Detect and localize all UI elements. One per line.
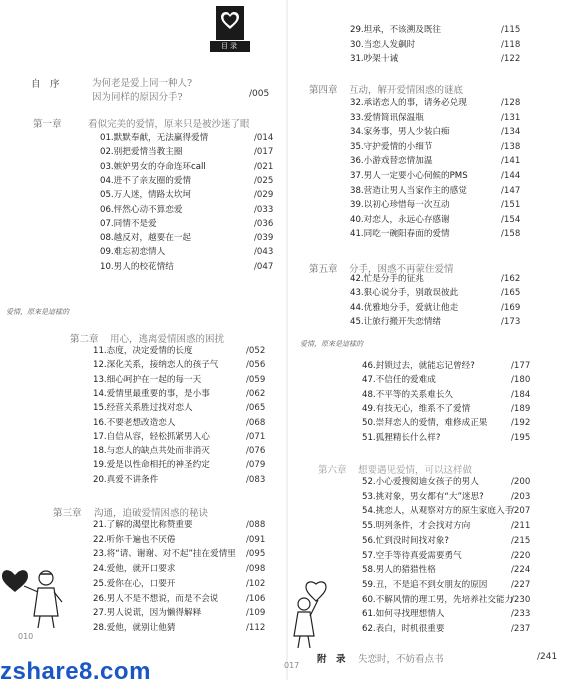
toc-entry [100,217,294,231]
toc-entry-page: /165 [501,288,521,299]
toc-entry [93,444,286,458]
toc-entry-page: /220 [511,550,531,561]
toc-entry-page: /192 [511,418,531,429]
toc-entry-page: /173 [501,316,521,327]
chapter5-number: 第五章 [309,264,338,275]
toc-entry-title: 44.优雅地分手，爱就让他走 [350,302,459,313]
toc-entry-page: /215 [511,535,531,546]
toc-entry-title: 60.不解风情的理工男，先培养社交能力 [362,594,514,605]
toc-entry-title: 20.真爱不讲条件 [93,474,159,485]
toc-entry-title: 05.万人迷，情路太坎坷 [100,190,192,201]
toc-entry [350,154,541,168]
toc-entry-title: 01.默默奉献，无法赢得爱情 [100,133,209,143]
toc-entry [362,622,551,636]
left-page [0,0,286,685]
toc-entry-title: 07.同情不是爱 [100,218,157,229]
toc-entry-title: 43.狠心说分手，别敢误彼此 [350,288,459,299]
chapter6-title: 想要遇见爱情，可以这样做 [358,465,473,476]
toc-entry-title: 22.听你千遍也不厌倦 [93,534,176,545]
toc-entry-title: 14.爱情里最重要的事，是小事 [93,388,210,399]
toc-entry-page: /071 [246,431,266,442]
toc-entry-title: 35.守护爱情的小细节 [350,141,433,152]
chapter4-number: 第四章 [309,85,338,96]
toc-entry-title: 04.进不了亲友圈的爱情 [100,175,192,186]
toc-entry-title: 15.经营关系胜过找对恋人 [93,403,193,414]
toc-entry-title: 52.小心爱搜阅迪女孩子的男人 [362,477,479,487]
chapter6-number: 第六章 [318,465,347,476]
toc-entry [362,416,551,430]
figure-with-heart-illustration [2,562,68,632]
toc-entry-page: /029 [254,190,274,201]
toc-entry-title: 21.了解的渴望比称赞重要 [93,520,193,530]
chapter4-title: 互动，解开爱情困惑的谜底 [349,85,464,96]
chapter1-title: 看似完美的爱情，原来只是被沙迷了眼 [88,119,250,130]
toc-entry-title: 51.狐狸精长什么样? [362,432,441,443]
toc-entry [100,160,294,174]
toc-entry [93,458,286,472]
toc-entry [362,359,551,373]
appendix-page: /241 [537,652,558,662]
toc-entry-page: /095 [246,549,266,560]
toc-entry-title: 03.嫉妒男女的夺命连环call [100,161,206,172]
toc-entry [100,145,294,159]
toc-entry-page: /118 [501,39,521,50]
toc-entry-title: 40.对恋人，永远心存感谢 [350,214,450,225]
toc-entry-title: 12.深化关系，接纳恋人的孩子气 [93,360,219,371]
toc-entry-page: /211 [511,521,531,532]
toc-entry-page: /131 [501,112,521,123]
toc-entry-page: /128 [501,98,521,108]
toc-entry [350,286,541,300]
section-caption-right: 爱情，原來是這樣的 [300,340,363,348]
toc-entry [100,245,294,259]
toc-entry-title: 36.小游戏替恋情加温 [350,156,433,167]
toc-entry-page: /169 [501,302,521,313]
toc-entry [100,188,294,202]
toc-entry [93,373,286,387]
toc-entry-page: /098 [246,564,266,575]
contents-emblem [216,6,244,52]
toc-entry [100,174,294,188]
preface-page: /005 [249,89,270,99]
toc-entry-page: /043 [254,247,274,258]
toc-entry-page: /227 [511,579,531,590]
toc-entry [362,431,551,445]
toc-entry-title: 59.丑，不是追不到女朋友的原因 [362,579,488,590]
toc-entry-page: /083 [246,474,266,485]
toc-entry [350,227,541,241]
toc-entry-title: 46.封锁过去，就能忘记曾经? [362,361,475,371]
toc-entry-page: /014 [254,133,274,143]
toc-entry [362,549,551,563]
appendix-label: 附 录 [317,654,346,665]
toc-entry-page: /200 [511,477,531,487]
preface-title-line-1: 为何老是爱上同一种人? [92,78,193,89]
preface-title-line-2: 因为同样的原因分手? [92,92,183,103]
toc-entry [93,416,286,430]
toc-entry-page: /052 [246,346,266,356]
toc-entry [93,592,286,606]
toc-entry-page: /091 [246,534,266,545]
toc-entry [362,563,551,577]
toc-entry-title: 19.爱是以性命相托的神圣约定 [93,460,210,471]
appendix-title: 失恋时，不妨看点书 [358,654,444,665]
toc-entry-title: 31.吵架十诫 [350,54,399,64]
toc-entry-page: /079 [246,460,266,471]
toc-entry-page: /021 [254,161,274,172]
contents-label: 目录 [210,41,250,52]
toc-entry-title: 45.让旅行搬开失恋情绪 [350,316,442,327]
toc-entry-page: /237 [511,624,531,634]
page-number-right: 017 [284,661,300,670]
toc-entry-title: 08.越反对，越要在一起 [100,233,192,244]
toc-entry-title: 62.表白，时机很重要 [362,624,445,634]
toc-entry-page: /039 [254,233,274,244]
toc-entry-title: 53.挑对象，男女都有“大”迷思? [362,491,484,502]
toc-entry-title: 17.自信从容，轻松抓紧男人心 [93,431,210,442]
toc-entry-title: 47.不信任的爱难成 [362,375,436,386]
toc-entry-page: /017 [254,147,274,158]
toc-entry-page: /076 [246,446,266,457]
toc-entry-title: 56.忙到没时间找对象? [362,535,449,546]
toc-entry [100,131,294,145]
toc-entry [93,518,286,532]
toc-entry [362,490,551,504]
toc-entry [362,475,551,489]
toc-entry-page: /134 [501,127,521,138]
toc-entry-page: /059 [246,374,266,385]
toc-entry-page: /122 [501,54,521,64]
toc-entry-title: 37.男人一定要小心伺候的PMS [350,171,468,181]
toc-entry [93,358,286,372]
toc-entry-title: 39.以初心珍惜每一次互动 [350,200,450,211]
toc-entry [93,562,286,576]
toc-entry-page: /189 [511,403,531,414]
toc-entry-page: /106 [246,593,266,604]
toc-entry-page: /025 [254,175,274,186]
page-number-left: 010 [18,632,34,641]
toc-entry [100,231,294,245]
chapter5-title: 分手，困惑不再蒙住爱情 [349,264,454,275]
toc-entry [100,260,294,274]
toc-entry-title: 11.态度，决定爱情的长度 [93,346,193,356]
toc-entry [93,430,286,444]
toc-entry [350,38,541,52]
chapter1-number: 第一章 [33,119,62,130]
toc-entry [350,111,541,125]
toc-entry-page: /112 [246,622,266,633]
toc-entry [93,606,286,620]
toc-entry [362,607,551,621]
toc-entry [350,140,541,154]
toc-entry-title: 57.空手等待真爱需要勇气 [362,550,462,561]
toc-entry-page: /036 [254,218,274,229]
chapter2-title: 用心，逃离爱情困惑的困扰 [110,334,225,345]
toc-entry [362,388,551,402]
toc-entry-page: /224 [511,565,531,576]
toc-entry-title: 29.坦承，不该溯及既往 [350,25,442,35]
toc-entry-page: /088 [246,520,266,530]
toc-entry [350,96,541,110]
toc-entry-page: /109 [246,608,266,619]
toc-entry [362,373,551,387]
toc-entry-title: 54.挑恋人，从观察对方的原生家庭入手 [362,506,514,517]
toc-entry-title: 10.男人的校花情结 [100,261,174,272]
toc-entry-page: /033 [254,204,274,215]
toc-entry [350,213,541,227]
toc-entry [362,534,551,548]
girl-with-heart-illustration [288,578,342,650]
toc-entry [350,125,541,139]
toc-entry-title: 26.男人不是不想说，而是不会说 [93,593,219,604]
toc-entry-page: /115 [501,25,521,35]
toc-entry-title: 61.如何寻找理想情人 [362,609,445,620]
toc-entry-page: /162 [501,274,521,284]
toc-entry-title: 38.营造让男人当家作主的感觉 [350,185,467,196]
toc-entry-title: 02.别把爱情当教主圈 [100,147,183,158]
section-caption: 爱情，原來是這樣的 [6,308,69,316]
toc-entry-page: /195 [511,432,531,443]
toc-entry-title: 18.与恋人的缺点共处而非消灭 [93,446,210,457]
toc-entry-title: 49.有技无心，维系不了爱情 [362,403,471,414]
toc-entry [93,473,286,487]
toc-entry-page: /184 [511,389,531,400]
toc-entry-page: /203 [511,491,531,502]
toc-entry [362,504,551,518]
toc-entry-page: /207 [511,506,531,517]
chapter3-number: 第三章 [53,508,82,519]
toc-entry [93,344,286,358]
emblem-box [216,6,244,40]
preface-label: 自 序 [31,79,60,90]
toc-entry [93,577,286,591]
toc-entry-page: /230 [511,594,531,605]
toc-entry-title: 42.忙是分手的征兆 [350,274,424,284]
toc-entry [93,387,286,401]
toc-entry-title: 55.明列条件，才会找对方向 [362,521,471,532]
toc-entry-page: /056 [246,360,266,371]
toc-entry-page: /233 [511,609,531,620]
watermark: zshare8.com [0,658,151,685]
toc-entry-title: 06.怦然心动不算恋爱 [100,204,183,215]
toc-entry-page: /065 [246,403,266,414]
toc-entry-page: /144 [501,171,521,181]
toc-entry-page: /068 [246,417,266,428]
toc-entry-title: 30.当恋人发飙时 [350,39,416,50]
toc-entry [350,23,541,37]
toc-entry-page: /102 [246,578,266,589]
toc-entry-title: 27.男人说谎，因为懒得解释 [93,608,202,619]
toc-entry-title: 13.细心呵护在一起的每一天 [93,374,202,385]
chapter3-title: 沟通，追破爱情困惑的秘诀 [94,508,209,519]
toc-entry [350,315,541,329]
toc-entry-title: 16.不要老想改造恋人 [93,417,176,428]
toc-entry [350,301,541,315]
toc-entry-page: /154 [501,214,521,225]
toc-entry-title: 33.爱情简讯保温瓶 [350,112,424,123]
toc-entry-page: /138 [501,141,521,152]
toc-entry-title: 48.不平等的关系难长久 [362,389,454,400]
toc-entry-title: 28.爱他，就别让他猜 [93,622,176,633]
toc-entry-page: /151 [501,200,521,211]
chapter2-number: 第二章 [70,334,99,345]
toc-entry [350,169,541,183]
toc-entry-page: /047 [254,261,274,272]
toc-entry [362,402,551,416]
right-page [284,0,586,680]
toc-entry [362,519,551,533]
toc-entry-title: 24.爱他，就开口要求 [93,564,176,575]
toc-entry-title: 32.承诺恋人的事，请务必兑现 [350,98,467,108]
toc-entry-page: /062 [246,388,266,399]
toc-entry-title: 50.崇拜恋人的爱情，难修成正果 [362,418,488,429]
toc-entry-page: /141 [501,156,521,167]
toc-entry [100,203,294,217]
toc-entry [350,272,541,286]
toc-entry [362,578,551,592]
toc-entry-title: 25.爱你在心，口要开 [93,578,176,589]
toc-entry-page: /180 [511,375,531,386]
toc-entry-title: 58.男人的猎猎性格 [362,565,436,576]
heart-icon [220,11,240,31]
toc-entry-page: /147 [501,185,521,196]
toc-entry-title: 09.难忘初恋情人 [100,247,166,258]
toc-entry [350,198,541,212]
toc-entry [350,184,541,198]
toc-entry-page: /158 [501,229,521,240]
toc-entry [350,52,541,66]
toc-entry [362,593,551,607]
toc-entry [93,547,286,561]
toc-entry [93,533,286,547]
toc-entry-title: 23.将“请、谢谢、对不起”挂在爱情里 [93,549,236,560]
toc-entry [93,401,286,415]
toc-entry-title: 34.家务事，男人少装白痴 [350,127,450,138]
toc-entry [93,621,286,635]
toc-entry-title: 41.同吃一碗阳春面的爱情 [350,229,450,240]
toc-entry-page: /177 [511,361,531,371]
